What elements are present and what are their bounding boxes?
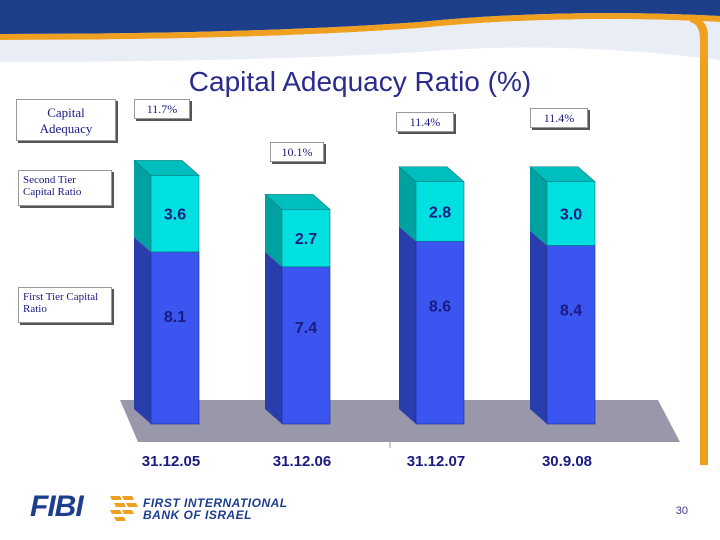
data-label-first-tier: 8.4	[559, 302, 583, 320]
bar-first-tier-side	[399, 226, 416, 424]
chart-area	[120, 160, 680, 470]
total-value-1: 11.7%	[146, 102, 178, 116]
data-label-first-tier: 8.1	[163, 308, 187, 326]
total-value-3: 11.4%	[409, 115, 441, 129]
fibi-logo	[30, 490, 83, 524]
bank-name-line-1: FIRST INTERNATIONAL	[143, 496, 288, 510]
x-tick-label: 31.12.05	[141, 453, 201, 470]
page-number: 30	[675, 505, 688, 517]
legend-capital-adequacy	[16, 99, 116, 141]
legend-first-tier-label: First Tier Capital Ratio	[23, 291, 99, 315]
total-label-4	[530, 108, 588, 128]
data-label-second-tier: 2.7	[294, 231, 318, 249]
fibi-logo-text: FIBI	[30, 490, 83, 523]
data-label-second-tier: 2.8	[428, 204, 452, 222]
bar-first-tier	[151, 252, 199, 424]
total-label-3	[396, 112, 454, 132]
legend-second-tier	[18, 170, 112, 206]
data-label-second-tier: 3.6	[163, 206, 187, 224]
legend-first-tier	[18, 287, 112, 323]
chart-title: Capital Adequacy Ratio (%)	[188, 66, 532, 97]
total-value-2: 10.1%	[281, 145, 313, 159]
bar-first-tier	[416, 241, 464, 424]
x-tick-label: 30.9.08	[541, 453, 593, 470]
bar-first-tier	[282, 267, 330, 424]
bar-first-tier-side	[265, 252, 282, 424]
data-label-first-tier: 8.6	[428, 298, 452, 316]
bar-first-tier-side	[530, 231, 547, 425]
bar-second-tier-side	[134, 160, 151, 252]
legend-second-tier-label: Second Tier Capital Ratio	[23, 174, 82, 198]
bar-first-tier-side	[134, 237, 151, 424]
legend-capital-adequacy-label: Capital Adequacy	[39, 105, 93, 136]
data-label-first-tier: 7.4	[294, 319, 318, 337]
fibi-logo-icon	[108, 494, 138, 522]
total-label-2	[270, 142, 324, 162]
bar-first-tier	[547, 246, 595, 425]
x-tick-label: 31.12.06	[272, 453, 332, 470]
total-value-4: 11.4%	[543, 111, 575, 125]
x-tick-label: 31.12.07	[406, 453, 466, 470]
total-label-1	[134, 99, 190, 119]
data-label-second-tier: 3.0	[559, 206, 583, 224]
bank-name-line-2: BANK OF ISRAEL	[143, 508, 252, 522]
